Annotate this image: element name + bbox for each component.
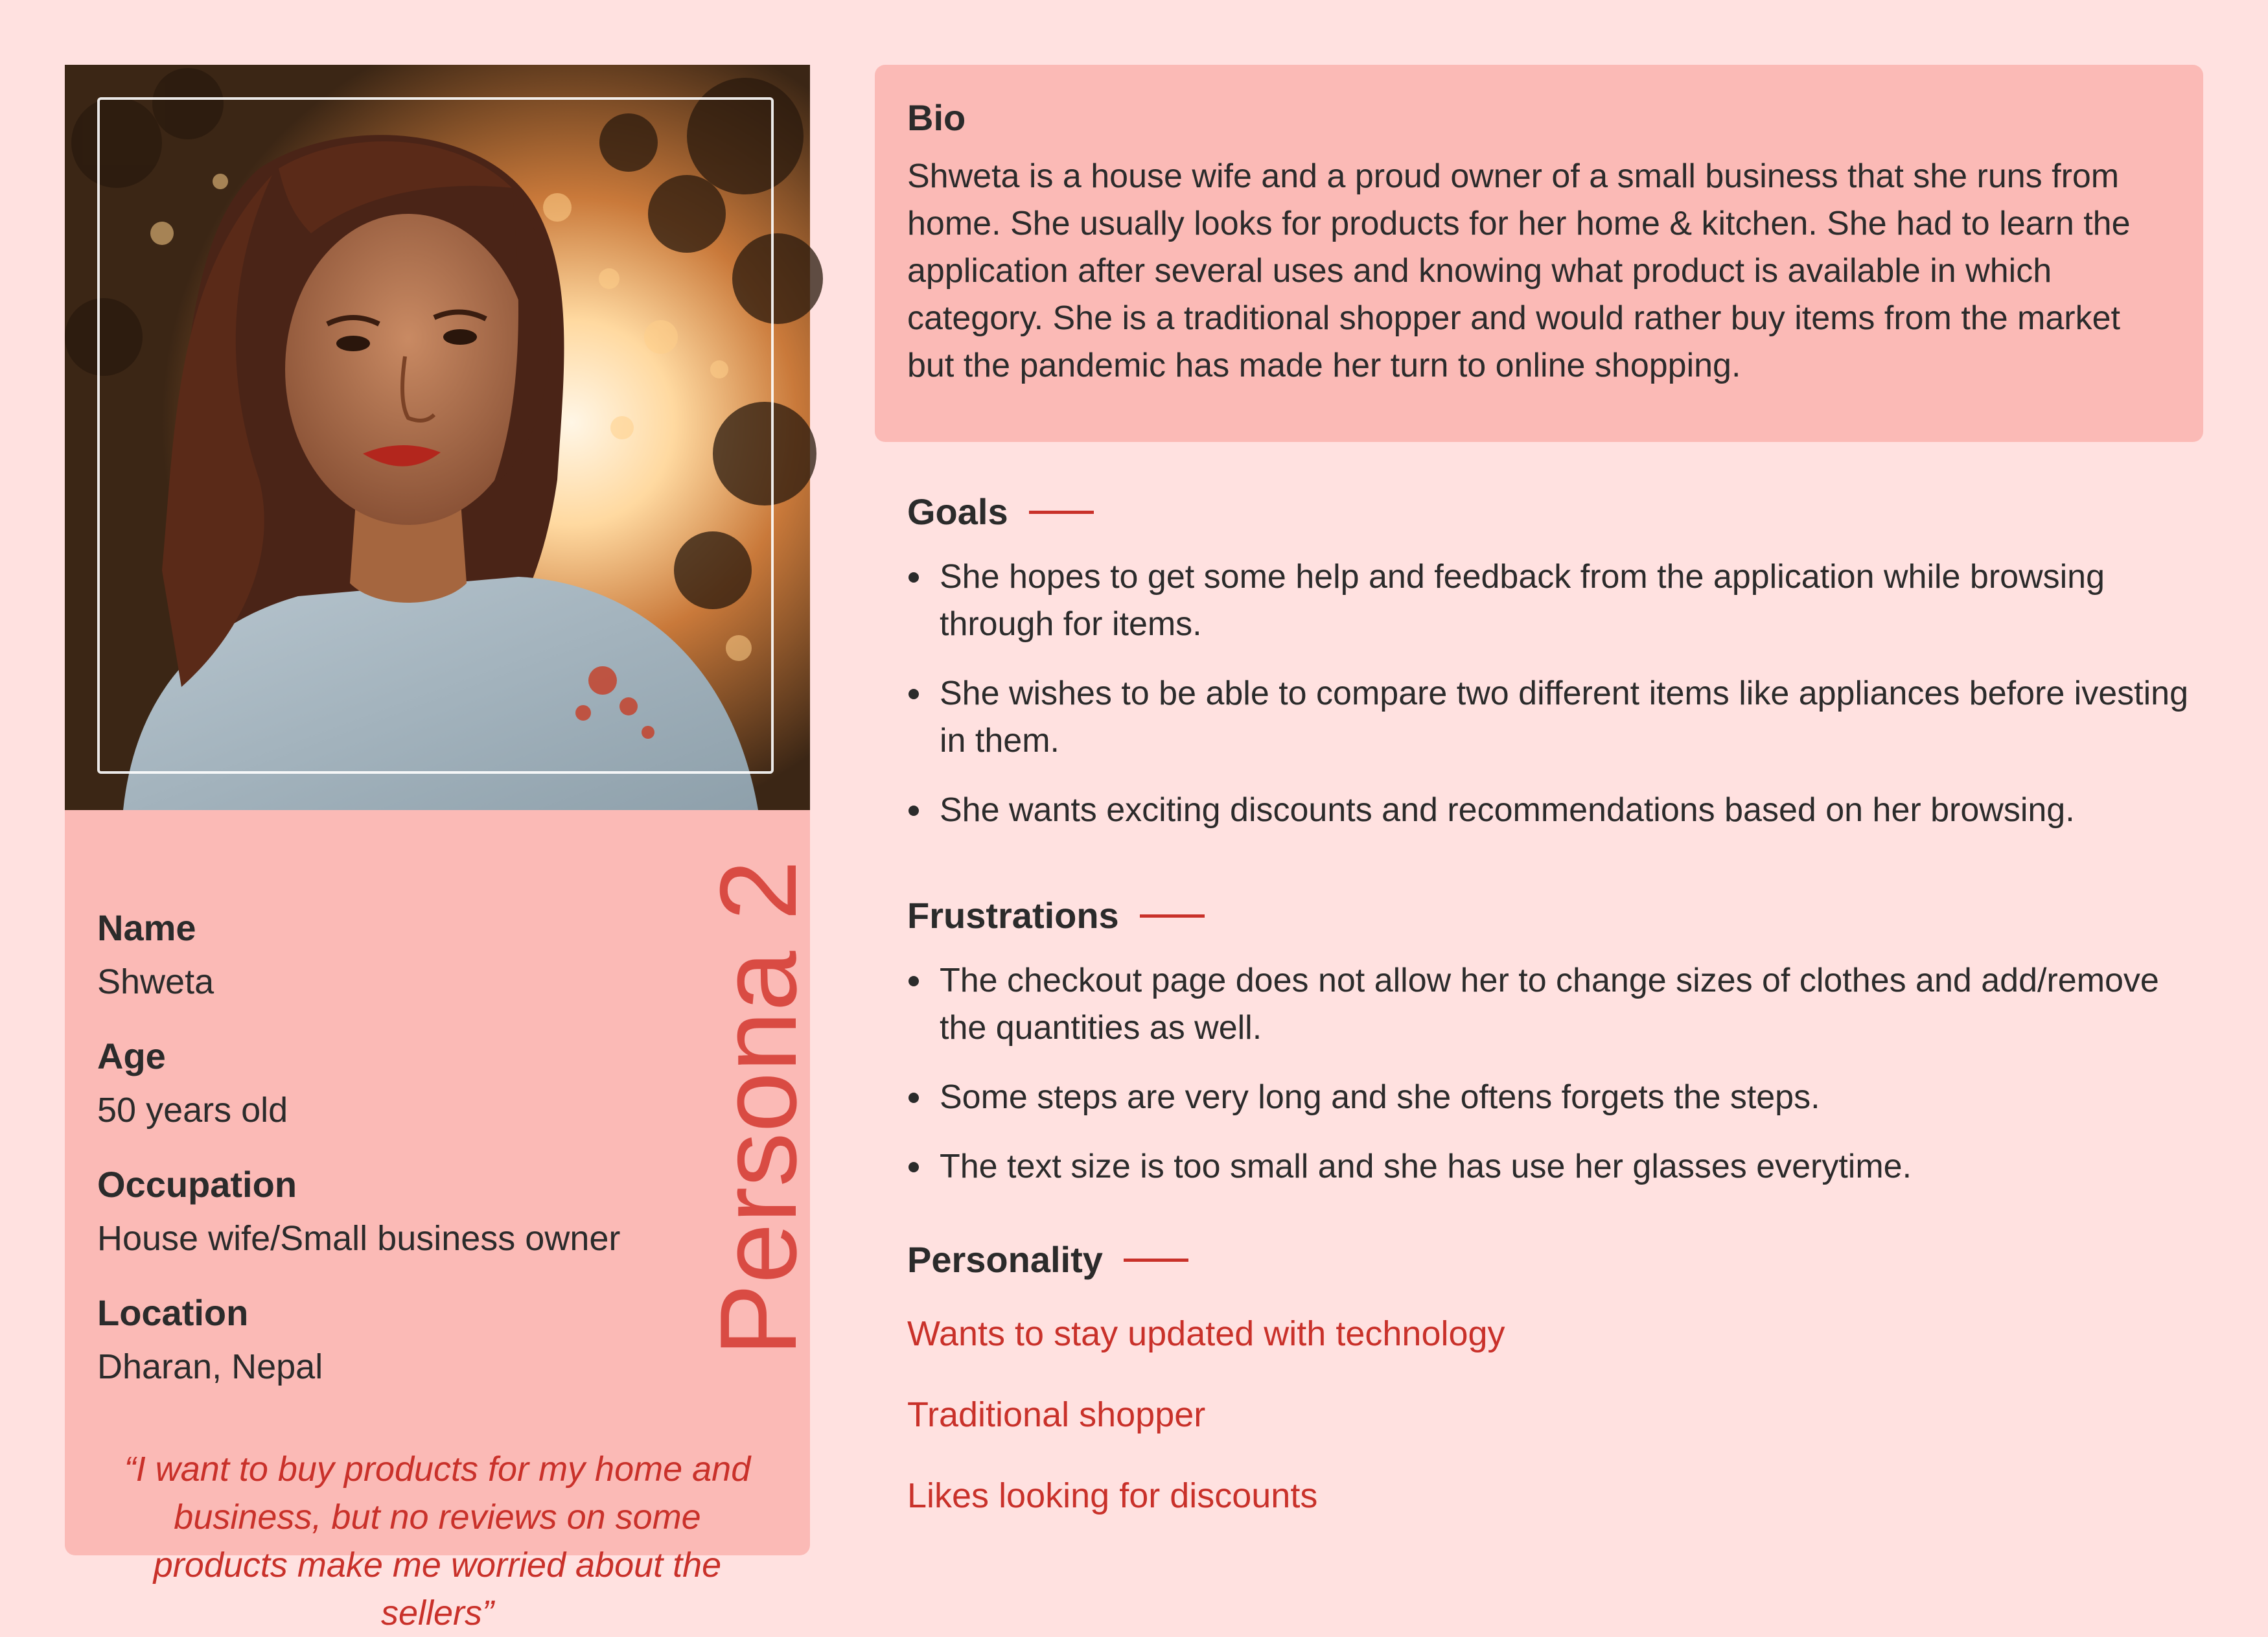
list-item [907, 553, 2203, 648]
bullet-icon [908, 689, 919, 699]
bio-card [875, 65, 2203, 442]
list-item-text: The text size is too small and she has use her glasses everytime. [940, 1148, 1912, 1185]
frustrations-list [907, 957, 2203, 1190]
field-value: Shweta [97, 962, 214, 1001]
list-item-text: The checkout page does not allow her to change sizes of clothes and add/remove the quantities as well. [940, 962, 2159, 1047]
goals-list [907, 553, 2203, 834]
personality-trait: Wants to stay updated with technology [907, 1314, 1505, 1353]
persona-info [97, 907, 680, 1421]
title-dash [1124, 1259, 1188, 1262]
personality-list [907, 1313, 2203, 1516]
personality-title [907, 1239, 2203, 1281]
bullet-icon [908, 572, 919, 583]
bullet-icon [908, 806, 919, 816]
field-occupation [97, 1164, 680, 1259]
bullet-icon [908, 1093, 919, 1103]
list-item-text: She wishes to be able to compare two different items like appliances before ivesting in them. [940, 675, 2188, 760]
bio-title-text: Bio [907, 97, 966, 138]
list-item [907, 957, 2203, 1052]
goals-title-text: Goals [907, 491, 1008, 532]
field-label: Age [97, 1036, 166, 1076]
frustrations-title-text: Frustrations [907, 895, 1119, 936]
field-value: House wife/Small business owner [97, 1219, 621, 1258]
frustrations-title [907, 895, 2203, 936]
bio-text: Shweta is a house wife and a proud owner of a small business that she runs from home. She usually looks for products for her home & kitchen. She had to learn the application after several uses and knowing what product is available in which category. She is a traditional shopper and would rather buy items from the market but the pandemic has made her turn to online shopping. [907, 157, 2131, 384]
goals-section [907, 491, 2203, 856]
field-label: Location [97, 1292, 249, 1333]
frustrations-section [907, 895, 2203, 1213]
persona-card [65, 65, 819, 1632]
list-item-text: Some steps are very long and she oftens forgets the steps. [940, 1078, 1820, 1116]
bio-title [907, 97, 2171, 139]
goals-title [907, 491, 2203, 533]
personality-trait: Likes looking for discounts [907, 1476, 1318, 1515]
persona-photo [65, 65, 810, 810]
persona-tag: Persona 2 [697, 860, 819, 1356]
photo-frame [97, 97, 774, 774]
bullet-icon [908, 976, 919, 986]
personality-title-text: Personality [907, 1239, 1103, 1280]
field-label: Occupation [97, 1164, 297, 1205]
bullet-icon [908, 1162, 919, 1172]
list-item [907, 1074, 2203, 1121]
field-age [97, 1036, 680, 1130]
personality-trait: Traditional shopper [907, 1395, 1206, 1434]
list-item [907, 1143, 2203, 1190]
list-item [907, 670, 2203, 765]
title-dash [1029, 511, 1094, 514]
persona-quote: “I want to buy products for my home and business, but no reviews on some products make me worried about the sellers” [124, 1450, 751, 1632]
title-dash [1140, 914, 1205, 918]
list-item-text: She hopes to get some help and feedback from the application while browsing through for items. [940, 558, 2105, 643]
list-item-text: She wants exciting discounts and recommendations based on her browsing. [940, 791, 2075, 829]
field-location [97, 1292, 680, 1387]
list-item [907, 787, 2203, 834]
field-label: Name [97, 907, 196, 948]
field-value: 50 years old [97, 1091, 288, 1130]
field-value: Dharan, Nepal [97, 1347, 323, 1386]
personality-section [907, 1239, 2203, 1556]
field-name [97, 907, 680, 1002]
